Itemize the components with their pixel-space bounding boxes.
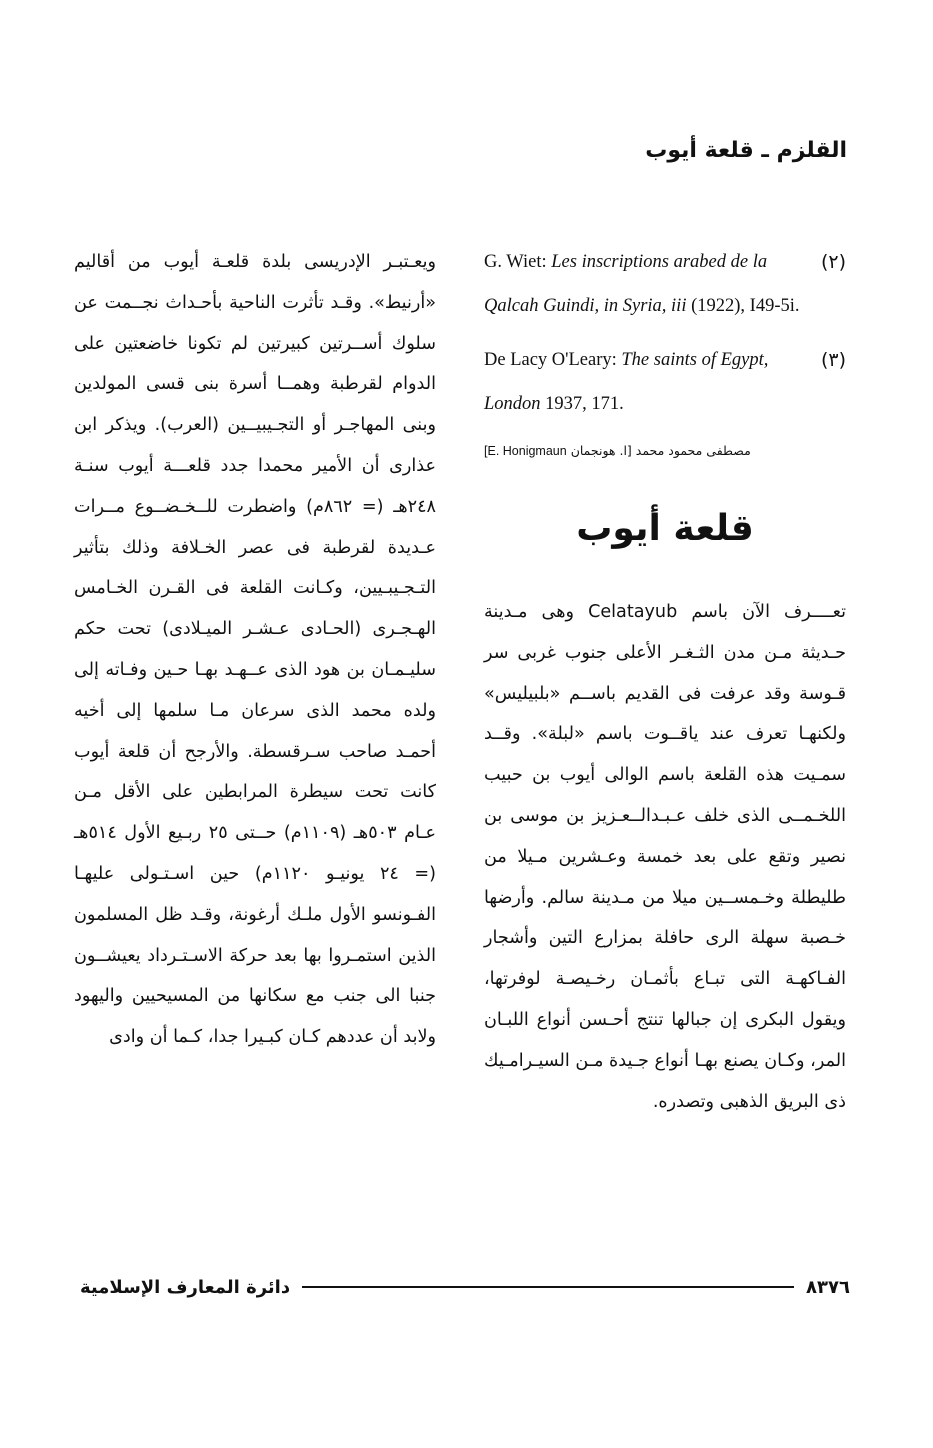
right-column xyxy=(484,240,846,1122)
reference-details: 1937, 171. xyxy=(540,394,624,414)
reference-3 xyxy=(484,338,846,426)
article-text-left: ويعـتبـر الإدريسى بلدة قلعـة أيوب من أقاليم «أرنيط». وقـد تأثرت الناحية بأحـداث نجــمت عن سلوك أســرتين كبيرتين لم تكونا خاضعتين على الدوام لقرطبة وهمــا أسرة بنى قسى المولدين وبنى المهاجـر أو التجـيبيــين (العرب). ويذكر ابن عذارى أن الأمير محمدا جدد قلعـــة أيوب سنـة ٢٤٨هـ (= ٨٦٢م) واضطرت للــخـضــوع مــرات عـديدة لقرطبة فى عصر الخـلافة وذلك بتأثير التـجـيبـيين، وكـانت القلعة فى القـرن الخـامس الهـجـرى (الحـادى عـشـر الميـلادى) تحت حكم سليـمـان بن هود الذى عــهـد بهـا حـين وفـاته إلى ولده محمد الذى سرعان مـا سلمها إلى أخيه أحمـد صاحب سـرقسطة. والأرجح أن قلعة أيوب كانت تحت سيطرة المرابطين على الأقل مـن عـام ٥٠٣هـ (١١٠٩م) حــتى ٢٥ ربـيع الأول ٥١٤هـ (= ٢٤ يونيـو ١١٢٠م) حين اسـتـولى عليهـا الفـونسو الأول ملـك أرغونة، وقـد ظل المسلمون الذين استمـروا بها بعد حركة الاسـتـرداد يعيشــون جنبا الى جنب مع سكانها من المسيحيين واليهود ولابد أن عددهم كـان كبـيرا جدا، كـما أن وادى xyxy=(74,252,436,1048)
reference-2 xyxy=(484,240,846,328)
reference-number: (٢) xyxy=(820,251,846,273)
reference-author: De Lacy O'Leary: xyxy=(484,350,622,370)
page-number: ٨٣٧٦ xyxy=(806,1276,850,1298)
reference-number: (٣) xyxy=(820,349,846,371)
author-arabic: مصطفى محمود محمد [ا. هونجمان xyxy=(570,443,751,458)
reference-author: G. Wiet: xyxy=(484,252,552,272)
page-footer xyxy=(80,1272,850,1302)
article-text-right: تعــــرف الآن باسم Celatayub وهى مـدينة حـديثة مـن مدن الثـغـر الأعلى جنوب غربى سر قـوسة وقد عرفت فى القديم باســم «بلبيليس» ولكنهـا تعرف عند ياقــوت باسم «لبلة». وقــد سمـيت هذه القلعة باسم الوالى أيوب بن حبيب اللخـمــى الذى خلف عـبـدالــعـزيز بن موسى بن نصير وتقع على بعد خمسة وعـشرين مـيلا من طليطلة وخـمســين ميلا من مـدينة سالم. وأرضها خـصبة سهلة الرى حافلة بمزارع التين وأشجار الفـاكهـة التى تبـاع بأثمـان رخـيصـة لوفرتها، ويقول البكرى إن جبالها تنتج أحـسن أنواع اللبـان المر، وكـان يصنع بهـا أنواع جـيدة مـن السيـرامـيك ذى البريق الذهبى وتصدره. xyxy=(484,602,847,1112)
authorship-line xyxy=(484,436,846,466)
article-title: قلعة أيوب xyxy=(576,508,754,549)
author-latin: E. Honigmaun] xyxy=(484,444,567,458)
running-header: القلزم ـ قلعة أيوب xyxy=(645,138,847,163)
reference-details: (1922), I49-5i. xyxy=(686,296,800,316)
footer-publication: دائرة المعارف الإسلامية xyxy=(80,1276,291,1298)
footer-rule xyxy=(302,1286,794,1288)
reference-title: The saints of Egypt, London xyxy=(484,350,769,414)
reference-title: Les inscriptions arabed de la Qalcah Guindi, in Syria, iii xyxy=(484,252,768,316)
left-column xyxy=(74,240,436,1058)
